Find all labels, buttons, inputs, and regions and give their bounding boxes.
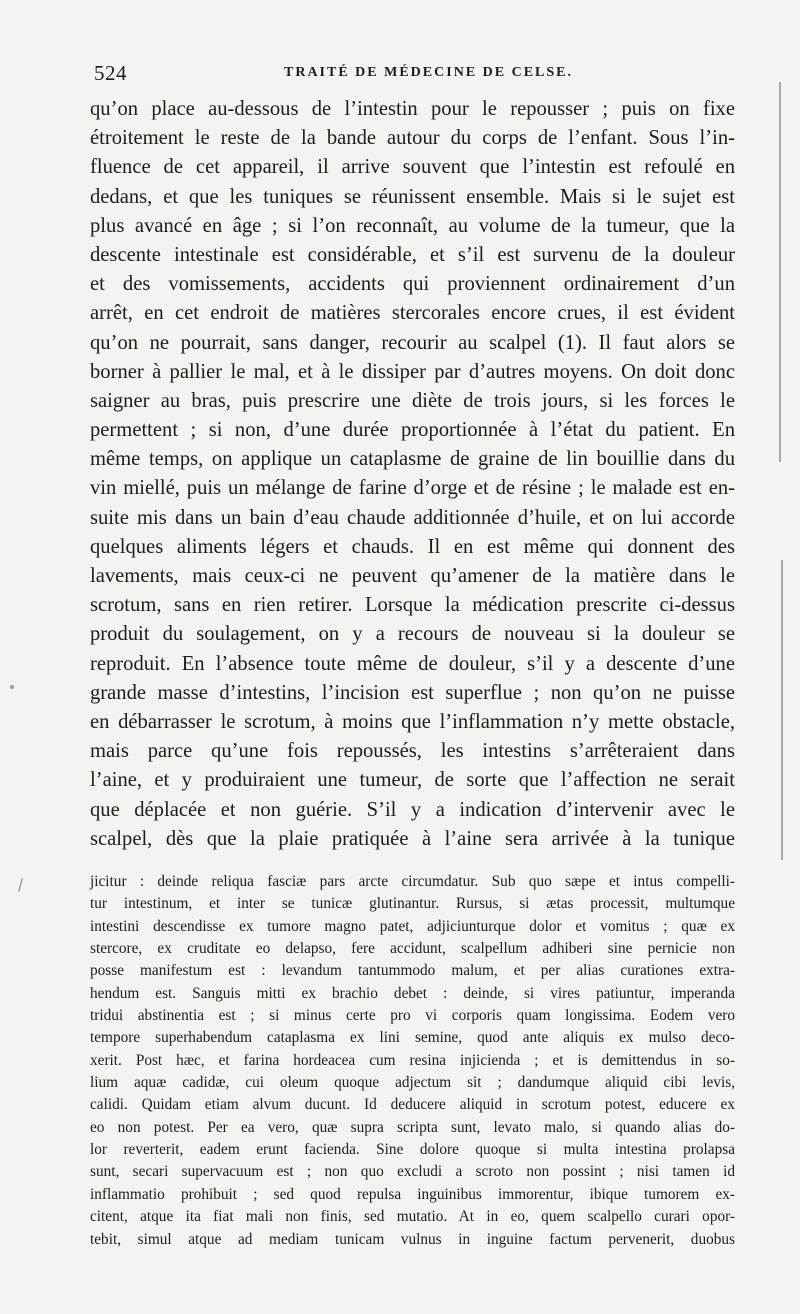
stray-ink-dot	[10, 685, 14, 689]
main-text-line: descente intestinale est considérable, et s’il est survenu de la douleur	[90, 243, 735, 266]
footnote-line: tempore superhabendum cataplasma ex lini semine, quod ante aliquis ex mulso deco-	[90, 1029, 735, 1047]
footnote-line: tridui abstinentia est ; si minus certe pro vi corporis quam longissima. Eodem vero	[90, 1007, 735, 1025]
footnote-line: tebit, simul atque ad mediam tunicam vulnus in inguine factum pervenerit, duobus	[90, 1230, 735, 1248]
main-text-line: arrêt, en cet endroit de matières stercorales encore crues, il est évident	[90, 302, 735, 325]
main-text-line: qu’on ne pourrait, sans danger, recourir au scalpel (1). Il faut alors se	[90, 331, 735, 354]
scan-edge-shadow	[781, 560, 783, 860]
running-title: TRAITÉ DE MÉDECINE DE CELSE.	[284, 65, 573, 80]
footnote-line: lium aquæ cadidæ, cui oleum quoque adjectum sit ; dandumque aliquid cibi levis,	[90, 1074, 735, 1092]
main-text-line: scrotum, sans en rien retirer. Lorsque la médication prescrite ci-dessus	[90, 594, 735, 617]
footnote-line: hendum est. Sanguis mitti ex brachio debet : deinde, si vires patiuntur, imperanda	[90, 984, 735, 1002]
main-text-line: plus avancé en âge ; si l’on reconnaît, au volume de la tumeur, que la	[90, 214, 735, 237]
stray-pencil-mark	[18, 878, 23, 892]
main-text-line: fluence de cet appareil, il arrive souvent que l’intestin est refoulé en	[90, 156, 735, 179]
scan-edge-shadow	[779, 82, 781, 462]
main-text-line: borner à pallier le mal, et à le dissiper par d’autres moyens. On doit donc	[90, 360, 735, 383]
main-text-line: reproduit. En l’absence toute même de douleur, s’il y a descente d’une	[90, 652, 735, 675]
main-text-line: qu’on place au-dessous de l’intestin pour le repousser ; puis on fixe	[90, 98, 735, 120]
footnote-line: lor reverterit, eadem erunt facienda. Sine dolore quoque si multa intestina prolapsa	[90, 1141, 735, 1159]
footnote-line: xerit. Post hæc, et farina hordeacea cum resina injicienda ; et is demittendus in so-	[90, 1051, 735, 1069]
footnote-line: intestini descendisse ex tumore magno patet, adjiciunturque dolor et vomitus ; quæ ex	[90, 917, 735, 935]
main-text-line: suite mis dans un bain d’eau chaude additionnée d’huile, et on lui accorde	[90, 506, 735, 529]
main-text-line: grande masse d’intestins, l’incision est superflue ; non qu’on ne puisse	[90, 681, 735, 704]
footnote-line: sunt, secari supervacuum est ; non quo excludi a scroto non possint ; nisi tamen id	[90, 1163, 735, 1181]
footnote-line: posse manifestum est : levandum tantummodo malum, et per alias curationes extra-	[90, 962, 735, 980]
main-text-line: mais parce qu’une fois repoussés, les intestins s’arrêteraient dans	[90, 740, 735, 763]
main-text-line: dedans, et que les tuniques se réunissent ensemble. Mais si le sujet est	[90, 185, 735, 208]
footnote-line: calidi. Quidam etiam alvum ducunt. Id deducere aliquid in scrotum potest, educere ex	[90, 1096, 735, 1114]
page-header	[94, 61, 734, 89]
main-text-line: et des vomissements, accidents qui proviennent ordinairement d’un	[90, 273, 735, 296]
main-text-line: lavements, mais ceux-ci ne peuvent qu’amener de la matière dans le	[90, 565, 735, 587]
footnote-line: stercore, ex cruditate eo delapso, fere accidunt, scalpellum adhiberi sine pernicie non	[90, 940, 735, 958]
main-text-line: produit du soulagement, on y a recours de nouveau si la douleur se	[90, 623, 735, 646]
main-text-line: l’aine, et y produiraient une tumeur, de sorte que l’affection ne serait	[90, 769, 735, 792]
footnote-line: citent, atque ita fiat mali non finis, sed mutatio. At in eo, quem scalpello curari opor-	[90, 1208, 735, 1226]
main-text-line: vin miellé, puis un mélange de farine d’orge et de résine ; le malade est en-	[90, 477, 735, 500]
footnote-line: eo non potest. Per ea vero, quæ supra scripta sunt, levato malo, si quando alias do-	[90, 1118, 735, 1136]
main-text-line: saigner au bras, puis prescrire une diète de trois jours, si les forces le	[90, 389, 735, 412]
main-text-line: que déplacée et non guérie. S’il y a indication d’intervenir avec le	[90, 798, 735, 821]
latin-footnote	[90, 871, 735, 1251]
main-text-line: quelques aliments légers et chauds. Il en est même qui donnent des	[90, 535, 735, 558]
footnote-line: tur intestinum, et inter se tunicæ glutinantur. Rursus, si ætas processit, multumque	[90, 895, 735, 913]
main-text-line: scalpel, dès que la plaie pratiquée à l’aine sera arrivée à la tunique	[90, 827, 735, 850]
main-text-line: en débarrasser le scrotum, à moins que l’inflammation n’y mette obstacle,	[90, 710, 735, 733]
main-text-line: permettent ; si non, d’une durée proportionnée à l’état du patient. En	[90, 419, 735, 442]
footnote-line: inflammatio prohibuit ; sed quod repulsa inguinibus immorentur, ibique tumorem ex-	[90, 1185, 735, 1203]
page-number: 524	[94, 61, 127, 85]
footnote-line: jicitur : deinde reliqua fasciæ pars arcte circumdatur. Sub quo sæpe et intus compelli-	[90, 873, 735, 890]
main-text-body	[90, 95, 735, 854]
main-text-line: étroitement le reste de la bande autour du corps de l’enfant. Sous l’in-	[90, 127, 735, 150]
main-text-line: même temps, on applique un cataplasme de graine de lin bouillie dans du	[90, 448, 735, 471]
